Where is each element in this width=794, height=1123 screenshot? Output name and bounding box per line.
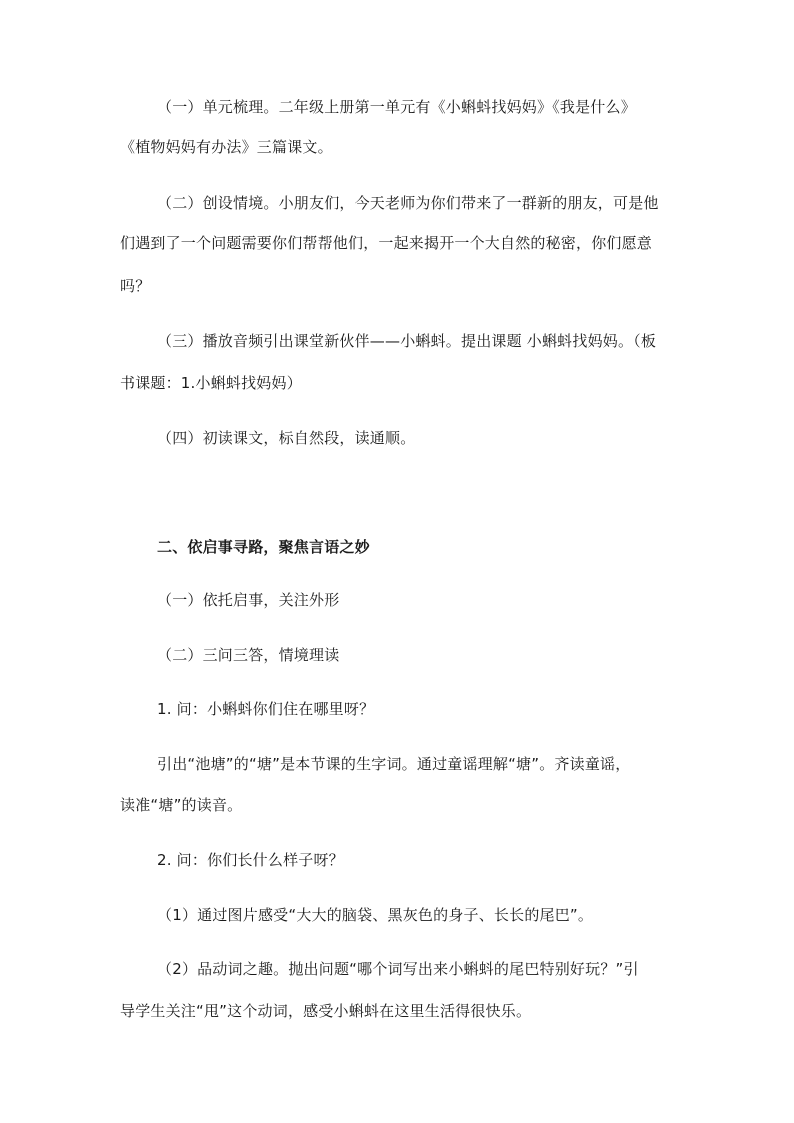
paragraph-line: （三）播放音频引出课堂新伙伴——小蝌蚪。提出课题 小蝌蚪找妈妈。（板 xyxy=(157,332,657,350)
paragraph-line: 读准“塘”的读音。 xyxy=(120,796,243,814)
paragraph-line: （二）三问三答，情境理读 xyxy=(157,646,340,664)
paragraph-line: （一）依托启事，关注外形 xyxy=(157,591,340,609)
paragraph-line: 吗？ xyxy=(120,277,151,295)
paragraph-line: （2）品动词之趣。抛出问题“哪个词写出来小蝌蚪的尾巴特别好玩？”引 xyxy=(157,960,639,978)
paragraph-line: （1）通过图片感受“大大的脑袋、黑灰色的身子、长长的尾巴”。 xyxy=(157,906,594,924)
paragraph-line: 导学生关注“甩”这个动词，感受小蝌蚪在这里生活得很快乐。 xyxy=(120,1002,532,1020)
paragraph-line: 书课题：1.小蝌蚪找妈妈） xyxy=(120,374,302,392)
paragraph-line: （一）单元梳理。二年级上册第一单元有《小蝌蚪找妈妈》《我是什么》 xyxy=(157,98,636,116)
paragraph-line: （四）初读课文，标自然段，读通顺。 xyxy=(157,429,416,447)
list-item: 2. 问：你们长什么样子呀？ xyxy=(157,851,344,869)
paragraph-line: （二）创设情境。小朋友们，今天老师为你们带来了一群新的朋友，可是他 xyxy=(157,194,659,212)
section-heading: 二、依启事寻路，聚焦言语之妙 xyxy=(157,538,370,556)
paragraph-line: 们遇到了一个问题需要你们帮帮他们，一起来揭开一个大自然的秘密，你们愿意 xyxy=(120,234,653,252)
paragraph-line: 引出“池塘”的“塘”是本节课的生字词。通过童谣理解“塘”。齐读童谣， xyxy=(157,755,631,773)
paragraph-line: 《植物妈妈有办法》三篇课文。 xyxy=(120,138,333,156)
list-item: 1. 问：小蝌蚪你们住在哪里呀？ xyxy=(157,700,375,718)
